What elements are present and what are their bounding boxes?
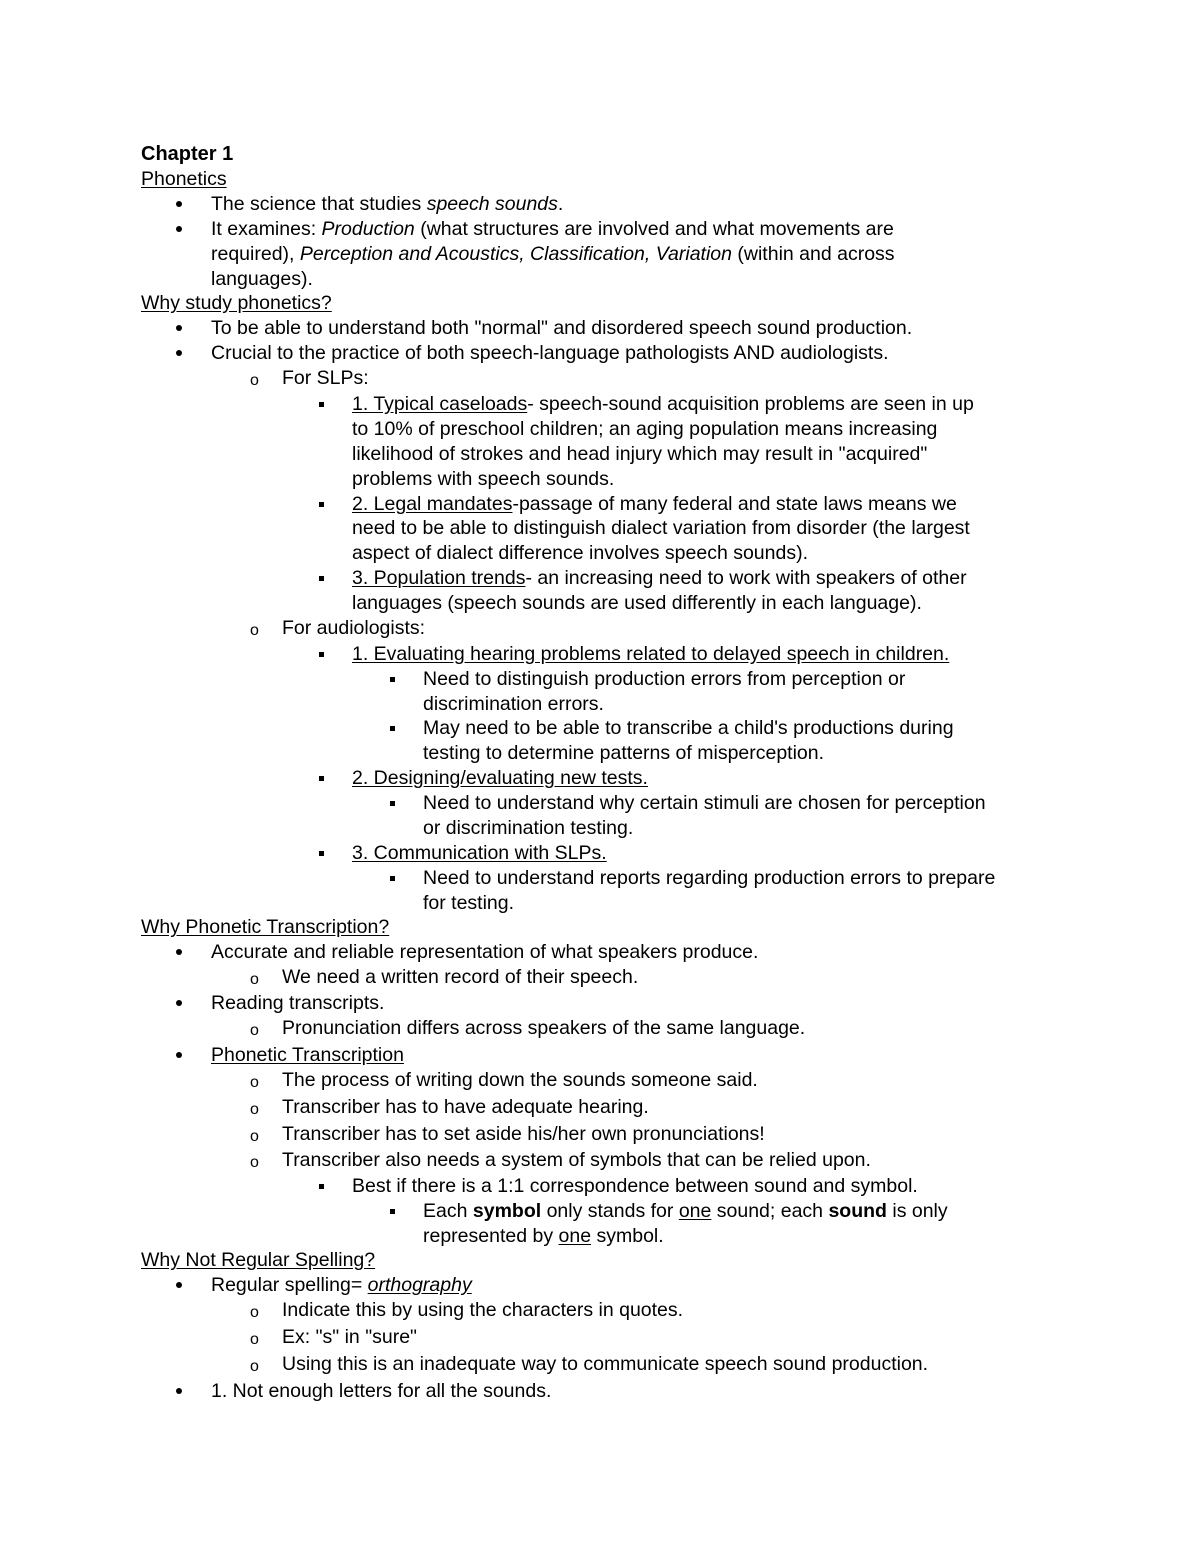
aud-stimuli-line2: or discrimination testing. xyxy=(423,817,634,839)
for-audiologists-label: For audiologists: xyxy=(282,617,426,639)
bullet-square xyxy=(319,1184,324,1189)
slp-population-trends-line2: languages (speech sounds are used differently in each language). xyxy=(352,592,922,614)
spelling-orthography: Regular spelling= orthography xyxy=(211,1274,472,1296)
transcription-set-aside: Transcriber has to set aside his/her own pronunciations! xyxy=(282,1123,765,1145)
transcription-symbol-sound-line1: Each symbol only stands for one sound; each sound is only xyxy=(423,1200,948,1222)
bullet-disc xyxy=(176,1000,182,1006)
aud-stimuli-line1: Need to understand why certain stimuli are chosen for perception xyxy=(423,792,986,814)
bullet-circle: o xyxy=(250,1304,259,1321)
bullet-disc xyxy=(176,350,182,356)
aud-evaluating-hearing: 1. Evaluating hearing problems related to delayed speech in children. xyxy=(352,643,950,665)
bullet-circle: o xyxy=(250,1101,259,1118)
transcription-process: The process of writing down the sounds someone said. xyxy=(282,1069,758,1091)
heading-phonetics: Phonetics xyxy=(141,168,227,190)
aud-transcribe-line1: May need to be able to transcribe a child's productions during xyxy=(423,717,954,739)
transcription-hearing: Transcriber has to have adequate hearing. xyxy=(282,1096,649,1118)
transcription-correspondence: Best if there is a 1:1 correspondence between sound and symbol. xyxy=(352,1175,918,1197)
transcription-item-phonetic-transcription: Phonetic Transcription xyxy=(211,1044,404,1066)
phonetics-examines-line3: languages). xyxy=(211,268,313,290)
bullet-square xyxy=(319,851,324,856)
slp-typical-caseloads-line2: to 10% of preschool children; an aging population means increasing xyxy=(352,418,938,440)
why-study-item-2: Crucial to the practice of both speech-language pathologists AND audiologists. xyxy=(211,342,889,364)
transcription-symbol-sound-line2: represented by one symbol. xyxy=(423,1225,664,1247)
bullet-square xyxy=(390,677,395,682)
transcription-pronunciation-differs: Pronunciation differs across speakers of the same language. xyxy=(282,1017,806,1039)
slp-population-trends-line1: 3. Population trends- an increasing need to work with speakers of other xyxy=(352,567,967,589)
phonetics-definition: The science that studies speech sounds. xyxy=(211,193,564,215)
transcription-system-of-symbols: Transcriber also needs a system of symbols that can be relied upon. xyxy=(282,1149,871,1171)
aud-reports-line1: Need to understand reports regarding production errors to prepare xyxy=(423,867,996,889)
slp-typical-caseloads-line4: problems with speech sounds. xyxy=(352,468,615,490)
phonetics-examines-line1: It examines: Production (what structures are involved and what movements are xyxy=(211,218,894,240)
bullet-circle: o xyxy=(250,1154,259,1171)
bullet-square xyxy=(390,876,395,881)
bullet-square xyxy=(319,652,324,657)
bullet-square xyxy=(319,576,324,581)
bullet-circle: o xyxy=(250,1331,259,1348)
for-slps-label: For SLPs: xyxy=(282,367,369,389)
slp-legal-mandates-line2: need to be able to distinguish dialect variation from disorder (the largest xyxy=(352,517,970,539)
chapter-title: Chapter 1 xyxy=(141,143,234,165)
bullet-disc xyxy=(176,1282,182,1288)
phonetics-examines-line2: required), Perception and Acoustics, Classification, Variation (within and across xyxy=(211,243,895,265)
heading-why-phonetic-transcription: Why Phonetic Transcription? xyxy=(141,916,390,938)
slp-typical-caseloads-line1: 1. Typical caseloads- speech-sound acquisition problems are seen in up xyxy=(352,393,974,415)
bullet-disc xyxy=(176,325,182,331)
bullet-disc xyxy=(176,201,182,207)
bullet-circle: o xyxy=(250,372,259,389)
bullet-disc xyxy=(176,1052,182,1058)
bullet-disc xyxy=(176,226,182,232)
spelling-not-enough-letters: 1. Not enough letters for all the sounds. xyxy=(211,1380,552,1402)
transcription-item-accurate: Accurate and reliable representation of what speakers produce. xyxy=(211,941,759,963)
slp-legal-mandates-line3: aspect of dialect difference involves speech sounds). xyxy=(352,542,808,564)
transcription-written-record: We need a written record of their speech. xyxy=(282,966,639,988)
transcription-item-reading: Reading transcripts. xyxy=(211,992,385,1014)
heading-why-not-regular-spelling: Why Not Regular Spelling? xyxy=(141,1249,376,1271)
bullet-square xyxy=(390,801,395,806)
bullet-square xyxy=(319,776,324,781)
bullet-square xyxy=(319,502,324,507)
bullet-circle: o xyxy=(250,971,259,988)
aud-transcribe-line2: testing to determine patterns of misperception. xyxy=(423,742,825,764)
aud-communication-slps: 3. Communication with SLPs. xyxy=(352,842,607,864)
bullet-circle: o xyxy=(250,1074,259,1091)
aud-distinguish-line2: discrimination errors. xyxy=(423,693,604,715)
slp-legal-mandates-line1: 2. Legal mandates-passage of many federal and state laws means we xyxy=(352,493,957,515)
spelling-inadequate: Using this is an inadequate way to communicate speech sound production. xyxy=(282,1353,929,1375)
bullet-circle: o xyxy=(250,622,259,639)
spelling-example: Ex: "s" in "sure" xyxy=(282,1326,417,1348)
bullet-circle: o xyxy=(250,1128,259,1145)
aud-reports-line2: for testing. xyxy=(423,892,515,914)
bullet-disc xyxy=(176,1388,182,1394)
bullet-circle: o xyxy=(250,1358,259,1375)
bullet-square xyxy=(390,726,395,731)
aud-distinguish-line1: Need to distinguish production errors from perception or xyxy=(423,668,906,690)
bullet-square xyxy=(390,1209,395,1214)
bullet-disc xyxy=(176,949,182,955)
aud-designing-tests: 2. Designing/evaluating new tests. xyxy=(352,767,648,789)
slp-typical-caseloads-line3: likelihood of strokes and head injury which may result in "acquired" xyxy=(352,443,928,465)
why-study-item-1: To be able to understand both "normal" and disordered speech sound production. xyxy=(211,317,913,339)
spelling-quotes: Indicate this by using the characters in quotes. xyxy=(282,1299,684,1321)
bullet-circle: o xyxy=(250,1022,259,1039)
bullet-square xyxy=(319,402,324,407)
heading-why-study-phonetics: Why study phonetics? xyxy=(141,292,332,314)
